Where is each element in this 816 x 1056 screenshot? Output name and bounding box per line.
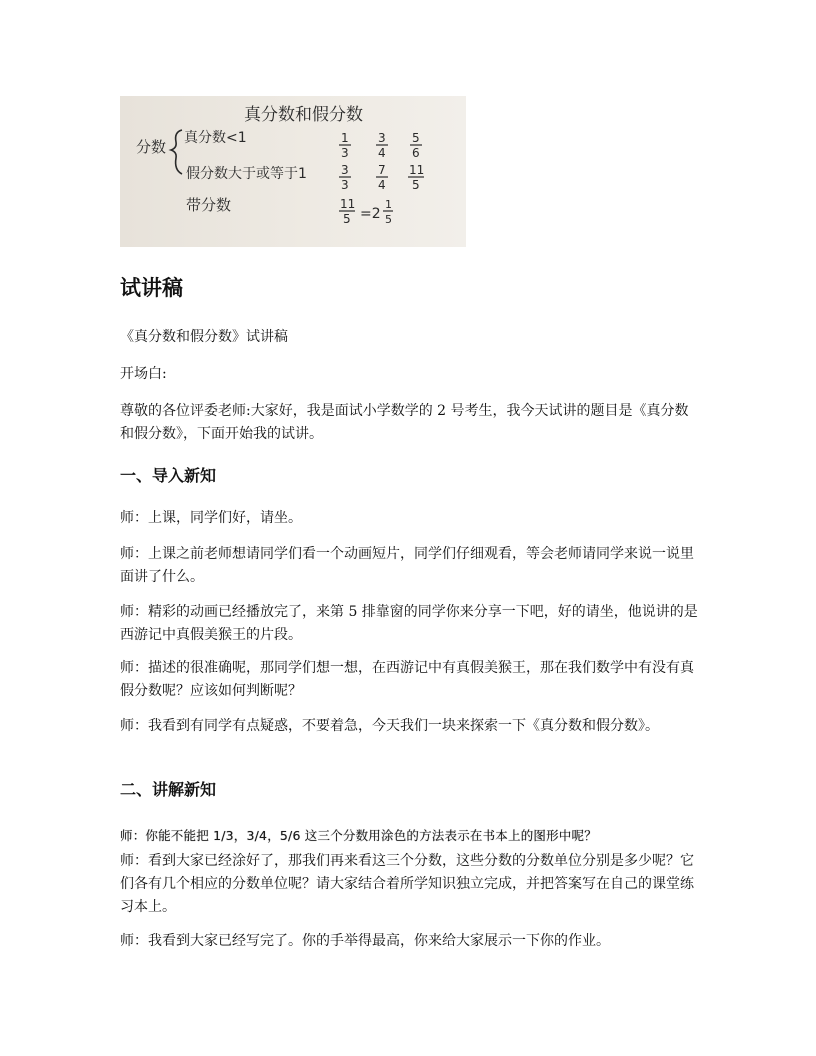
fraction-numerator: 1: [385, 198, 392, 211]
fraction-denominator: 5: [412, 178, 420, 192]
section-heading-intro: 一、导入新知: [120, 466, 217, 485]
fraction-denominator: 5: [343, 212, 351, 226]
whiteboard-photo: [120, 96, 466, 247]
scanned-paragraph: 师：你能不能把 1/3，3/4，5/6 这三个分数用涂色的方法表示在书本上的图形中呢？: [120, 828, 597, 843]
fraction-numerator: 11: [340, 197, 356, 211]
photo-heading: 真分数和假分数: [244, 105, 363, 125]
paragraph: 师：描述的很准确呢，那同学们想一想，在西游记中有真假美猴王，那在我们数学中有没有真假分数呢？应该如何判断呢？: [120, 660, 694, 699]
section-heading-teaching: 二、讲解新知: [120, 780, 217, 799]
brace-icon: [171, 130, 182, 174]
paragraph: 师：精彩的动画已经播放完了，来第 5 排靠窗的同学你来分享一下吧，好的请坐，他说讲的是西游记中真假美猴王的片段。: [120, 604, 698, 643]
photo-improper: 假分数大于或等于1: [186, 166, 307, 182]
paragraph: 师：上课之前老师想请同学们看一个动画短片，同学们仔细观看，等会老师请同学来说一说里面讲了什么。: [120, 546, 694, 585]
photo-mixed: 带分数: [186, 196, 232, 214]
proper-fractions: [339, 131, 422, 160]
fraction-denominator: 5: [385, 213, 392, 226]
handwriting-drawing: [120, 96, 466, 247]
opening-label: 开场白:: [120, 366, 167, 382]
fraction-numerator: 3: [378, 131, 386, 145]
fraction-numerator: 3: [341, 163, 349, 177]
fraction-numerator: 5: [412, 131, 420, 145]
equals-two: =2: [360, 206, 381, 222]
paragraph: 师：看到大家已经涂好了，那我们再来看这三个分数，这些分数的分数单位分别是多少呢？它们各有几个相应的分数单位呢？请大家结合着所学知识独立完成，并把答案写在自己的课堂练习本上。: [120, 853, 694, 915]
improper-fractions: [339, 163, 424, 192]
fraction-denominator: 4: [378, 178, 386, 192]
page-title: 试讲稿: [120, 276, 183, 300]
paragraph: 师：上课，同学们好，请坐。: [120, 510, 302, 526]
fraction-numerator: 11: [409, 163, 425, 177]
paragraph: 师：我看到大家已经写完了。你的手举得最高，你来给大家展示一下你的作业。: [120, 933, 610, 949]
fraction-numerator: 7: [378, 163, 386, 177]
photo-proper: 真分数<1: [184, 130, 247, 146]
mixed-number-example: [339, 197, 393, 226]
fraction-numerator: 1: [341, 131, 349, 145]
fraction-denominator: 3: [341, 146, 349, 160]
photo-label-fraction: 分数: [136, 138, 167, 156]
lecture-title-line: 《真分数和假分数》试讲稿: [120, 329, 288, 345]
paragraph: 师：我看到有同学有点疑惑，不要着急，今天我们一块来探索一下《真分数和假分数》。: [120, 718, 659, 734]
fraction-denominator: 6: [412, 146, 420, 160]
fraction-denominator: 3: [341, 178, 349, 192]
opening-paragraph: 尊敬的各位评委老师:大家好，我是面试小学数学的 2 号考生，我今天试讲的题目是《真分数和假分数》，下面开始我的试讲。: [120, 403, 689, 442]
fraction-denominator: 4: [378, 146, 386, 160]
